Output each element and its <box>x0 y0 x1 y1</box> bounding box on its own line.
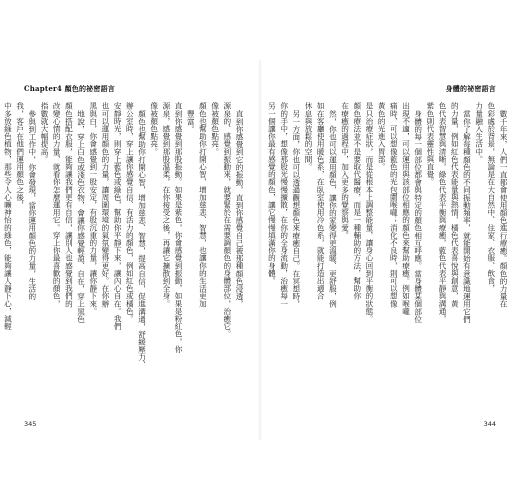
text-column: 直到你感覺到它的振動，直到你感覺自己被那種顏色浸透， <box>235 109 244 308</box>
text-column: 數千年來，人們一直都會使用顏色進行療癒。顏色的力量在 <box>499 109 508 308</box>
text-column: 顏色也幫助你打開心智，增加慈悲、智慧，提高自信，促進溝通，舒緩壓力、 <box>137 109 147 368</box>
text-column: 參與到工作中，你會發現，當你運用顏色的力量，生活的 <box>27 109 37 300</box>
text-column: 然，你也可以運用顏色，讓你的家變得更溫暖、更舒服，例 <box>328 109 338 308</box>
text-column: 也可以運用顏色的力量，讓周圍環境的氣氛變得更好。在你辦 <box>100 102 110 308</box>
text-column: 顏色也幫助你打開心智，增加慈悲、智慧，也讓你的生活更加 <box>198 102 208 308</box>
left-page-number: 345 <box>24 420 37 428</box>
text-column: 源泉的、感覺到振動來，就要緊於在需要調顏色的身體部位，治癒它。 <box>222 102 232 338</box>
text-column: 源泉，感覺到那股溫柔，在你接受之後，再讓它擴散到全身。 <box>161 102 171 308</box>
right-page <box>260 0 520 500</box>
text-column: 地說，穿上白色或淺色衣物，會讓你感覺輕盈、自在，穿上黑色 <box>76 109 86 323</box>
text-column: 安靜時光，則穿上藍色或綠色，幫助你平靜下來，讓內心自在。我們 <box>113 102 123 330</box>
text-column: 是只治療症狀，而是從根本上調整能量，讓身心回到平衡的狀態。 <box>364 102 374 323</box>
right-body-text <box>267 102 508 374</box>
text-column: 出現不適，可以運用與該部位相應的顏色來幫助療癒。例如喉嚨 <box>401 102 411 315</box>
text-column: 像被顏色點亮。 <box>210 102 220 156</box>
text-column: 力量融入生活中。 <box>474 102 484 163</box>
text-column: 另一個讓你最有感覺的顏色，讓它慢慢填滿你的身體。 <box>267 102 277 285</box>
text-column: 如在客廳使用暖色系，在臥室使用冷色系，就能打造出適合 <box>316 102 326 300</box>
text-column: 黑與白，你會感覺到一股安定，有股沉重的力量，讓你靜下來。 <box>88 102 98 315</box>
chapter-running-header: Chapter4 顏色的祕密語言 <box>24 84 115 93</box>
text-column: 在療癒的過程中，加入更多的覺察與愛。 <box>340 102 350 239</box>
text-column: 改變心情的力量，就看你怎麼運用它。穿上你最喜歡的顏色， <box>52 102 62 308</box>
text-column: 的力量，例如紅色代表能量與熱情，橘色代表喜悅與創意，黃 <box>450 102 460 308</box>
text-column: 另一方面，你也可以透過觀想顏色來療癒自己。在冥想時， <box>291 109 301 308</box>
text-column: 色代表智慧與清晰，綠色代表平衡與療癒，藍色代表平靜與溝通， <box>438 102 448 323</box>
text-column: 直到你感覺到那股振動。如果是紫色，你會感覺到振動，如果是粉紅色，你 <box>174 102 184 353</box>
text-column: 痛時，可以想像藍色的光包圍喉嚨；消化不良時，則可以想像 <box>389 102 399 308</box>
book-running-header: 身體的祕密語言 <box>445 84 496 93</box>
text-column: 休息與放鬆的空間。 <box>304 102 313 171</box>
text-column: 你的手中，想像那股光慢慢擴散，在你的全身流動，治癒每一 <box>279 102 289 308</box>
text-column: 顏色搭配衣服，能夠讓我們更有自信，讓別人也感覺到我們的 <box>64 102 74 308</box>
text-column: 身體的每一個部位都會與特定的顏色相互呼應。當身體某個部位 <box>413 109 423 323</box>
text-column: 黃色的光進入胃部。 <box>377 102 387 171</box>
text-column: 辦公室時，穿上讓你感覺自信、有活力的顏色，例如紅色或橘色。 <box>125 102 135 323</box>
text-column: 當你了解每種顏色的不同振動頻率，就能開始有意識地運用它們 <box>462 109 472 323</box>
text-column: 我，客戶在他們運用顏色之後， <box>15 102 25 209</box>
left-body-text <box>3 102 244 374</box>
text-column: 顏色療法並不是要取代醫療，而是一種輔助的方法，幫助你 <box>352 102 362 300</box>
text-column: 豐富。 <box>186 109 196 133</box>
text-column: 像被顏色點亮。 <box>149 102 159 156</box>
text-column: 中多放綠色植物，那些令人心曠神怡的綠色，能夠讓人靜下心，減輕 <box>3 102 13 330</box>
right-page-number: 344 <box>483 420 496 428</box>
text-column: 色彩處於背景，無論是在大自然中、住家、衣服、飲食， <box>486 102 496 292</box>
text-column: 指數就大幅提高。 <box>40 102 49 163</box>
text-column: 紫色則代表靈性與直覺。 <box>425 102 435 186</box>
